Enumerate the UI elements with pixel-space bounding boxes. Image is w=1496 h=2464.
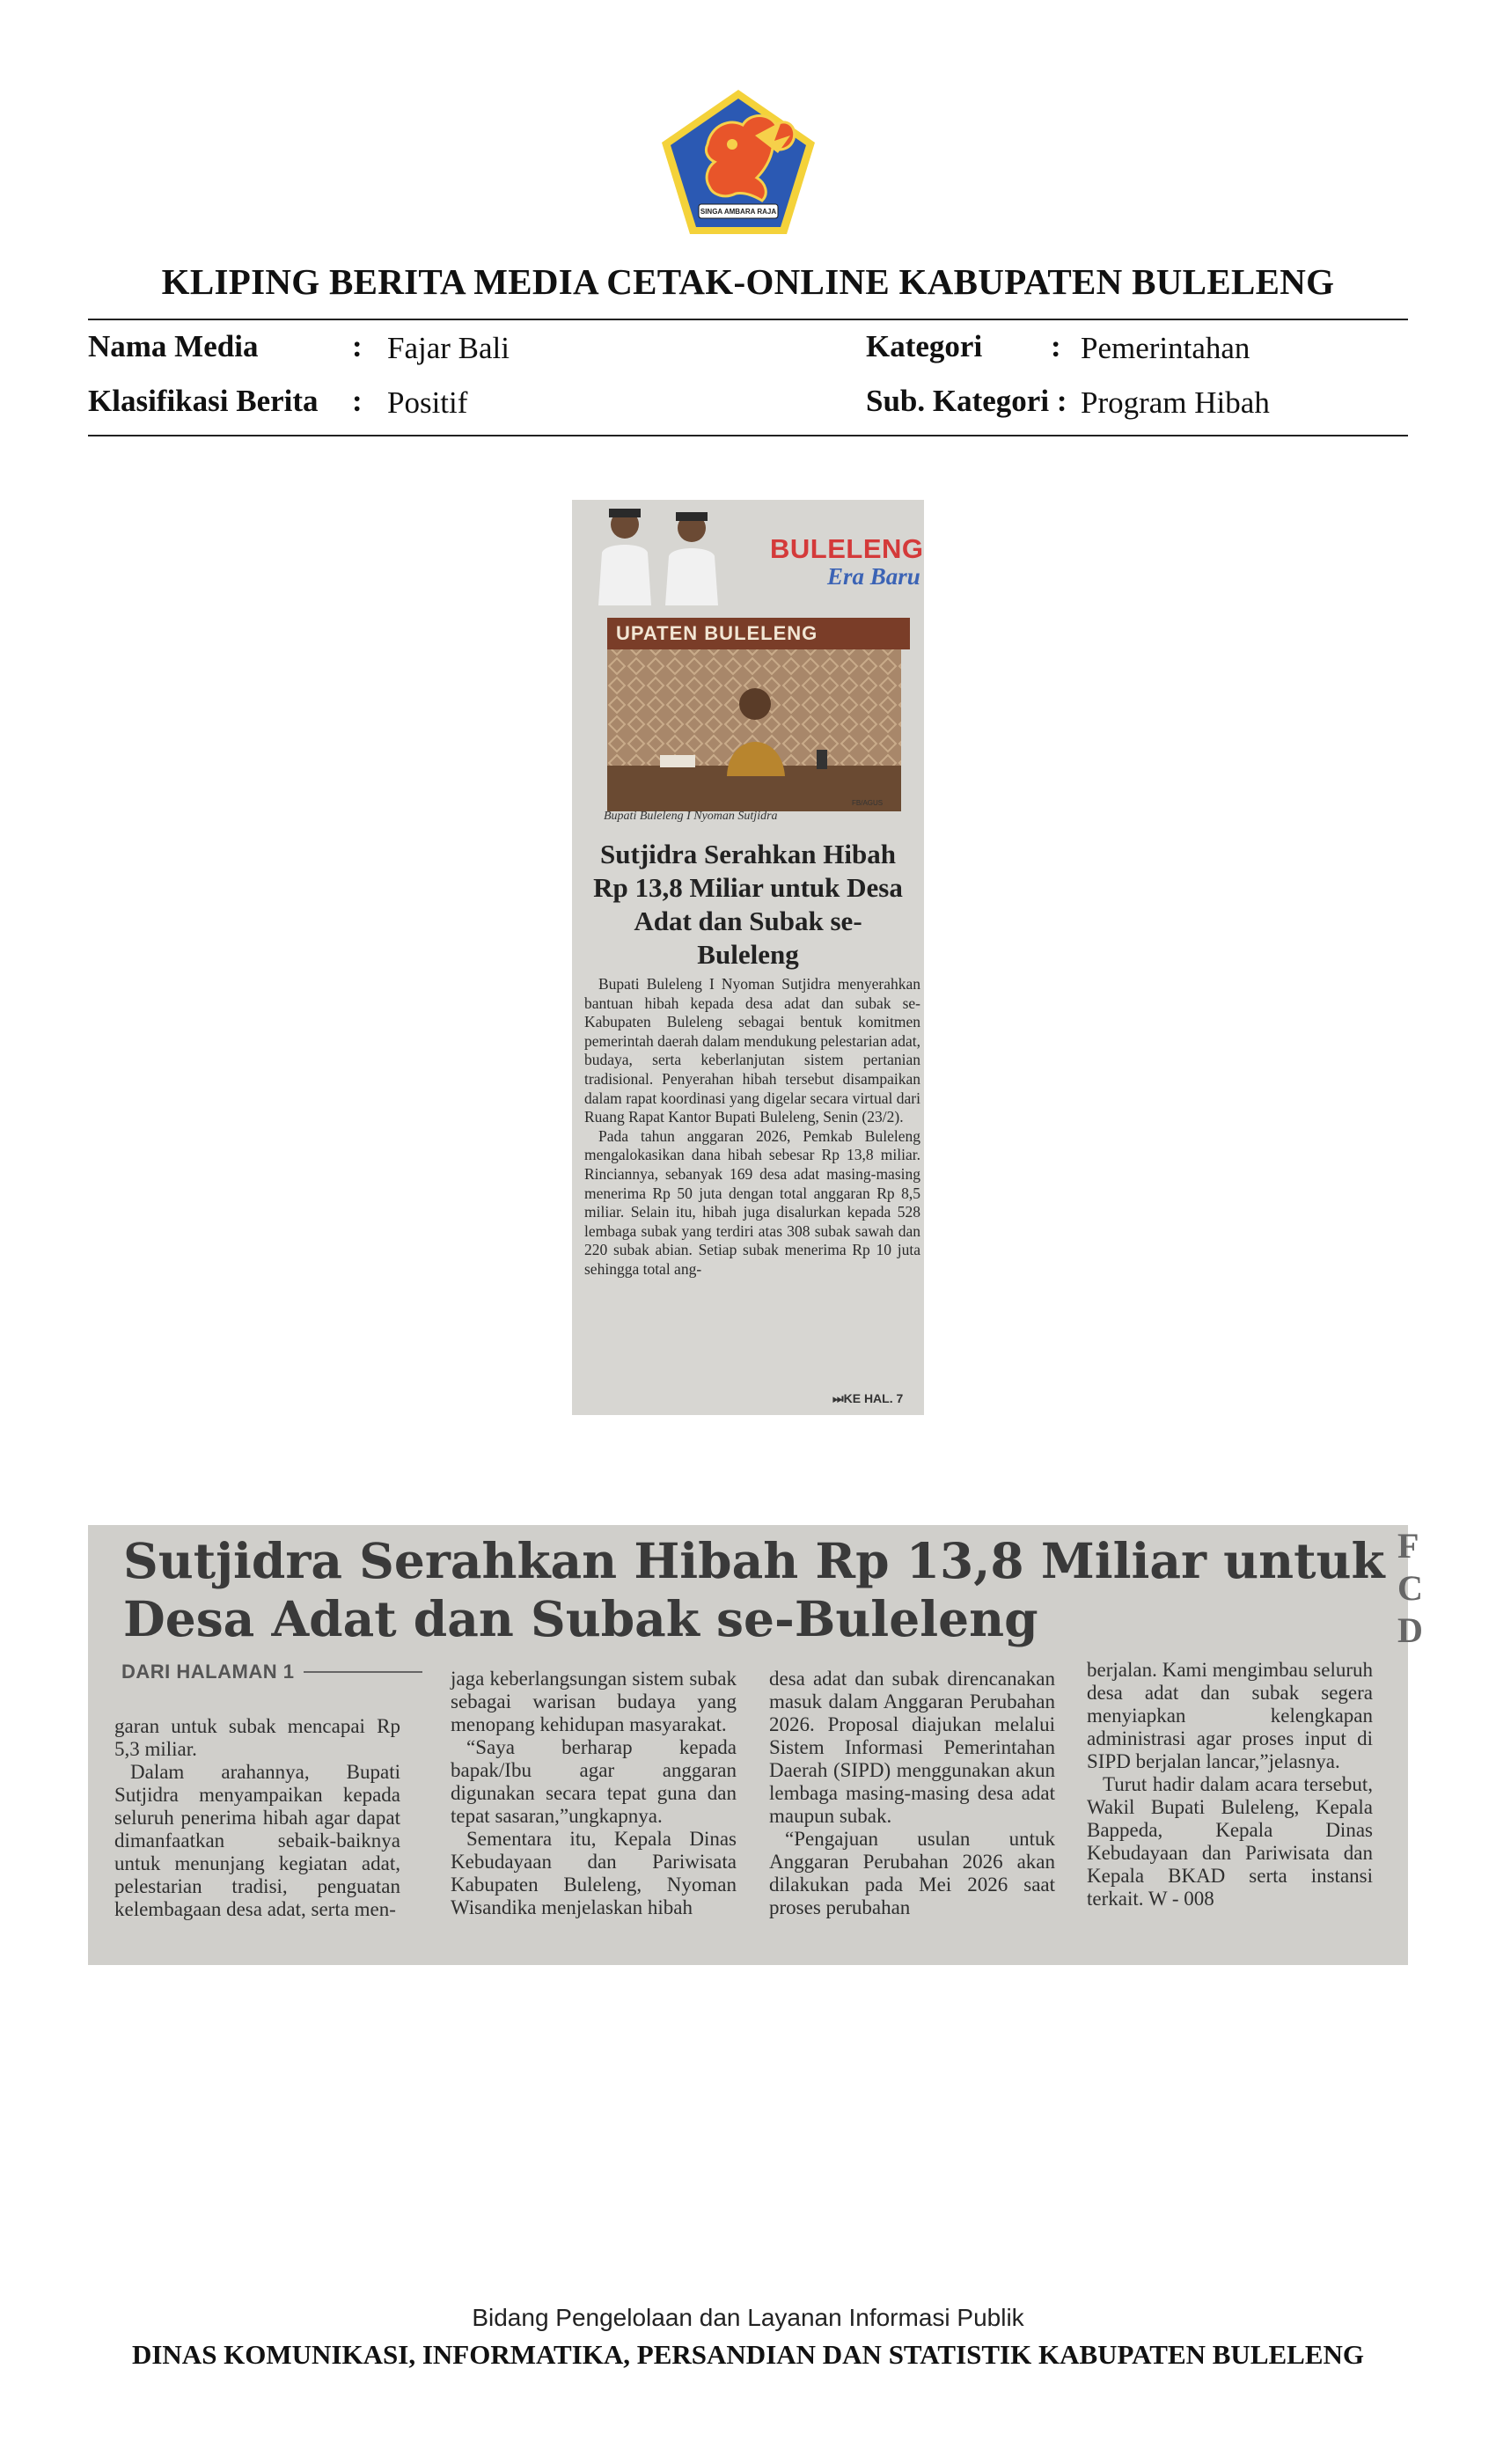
meeting-photo [607, 618, 901, 811]
from-page-divider [304, 1671, 422, 1673]
buleleng-crest-logo [658, 86, 818, 238]
news-clipping-front-page [572, 500, 924, 1415]
header-divider-top [88, 319, 1408, 320]
header-divider-bottom [88, 435, 1408, 436]
column-paragraph: berjalan. Kami mengimbau seluruh desa adat dan subak segera menyiapkan kelengkapan administrasi agar proses input di SIPD berjalan lancar,”jelasnya. [1087, 1659, 1373, 1772]
article-column-2 [451, 1668, 737, 1919]
nama-media-value: Fajar Bali [387, 331, 510, 365]
continuation-headline: Sutjidra Serahkan Hibah Rp 13,8 Miliar untuk Desa Adat dan Subak se-Buleleng [123, 1532, 1385, 1647]
from-page-label: DARI HALAMAN 1 [121, 1661, 295, 1683]
news-clipping-continuation [88, 1525, 1423, 1965]
article-paragraph: Bupati Buleleng I Nyoman Sutjidra menyerahkan bantuan hibah kepada desa adat dan subak se- Kabupaten Buleleng sebagai bentuk komitmen pemerintah daerah dalam mendukung pelestarian adat, budaya, serta keberlanjutan sistem pertanian tradisional. Penyerahan hibah tersebut disampaikan dalam rapat koordinasi yang digelar secara virtual dari Ruang Rapat Kantor Bupati Buleleng, Senin (23/2). [584, 975, 920, 1126]
klasifikasi-berita-label: Klasifikasi Berita [88, 384, 319, 418]
footer-department: Bidang Pengelolaan dan Layanan Informasi Publik [472, 2304, 1024, 2331]
article-column-3 [769, 1668, 1055, 1919]
officials-portrait-image [579, 500, 729, 605]
masthead-subtitle: Era Baru [827, 563, 920, 590]
kategori-label: Kategori [866, 329, 983, 363]
page-title: KLIPING BERITA MEDIA CETAK-ONLINE KABUPATEN BULELENG [161, 261, 1335, 302]
column-paragraph: “Saya berharap kepada bapak/Ibu agar anggaran digunakan secara tepat guna dan tepat sasaran,”ungkapnya. [451, 1736, 737, 1827]
nama-media-label: Nama Media [88, 329, 259, 363]
photo-credit: FB/AGUS [852, 799, 884, 807]
column-paragraph: Dalam arahannya, Bupati Sutjidra menyampaikan kepada seluruh penerima hibah agar dapat dimanfaatkan sebaik-baiknya untuk menunjang kegiatan adat, pelestarian tradisi, penguatan kelembagaan desa adat, serta men- [114, 1761, 400, 1920]
sub-kategori-value: Program Hibah [1081, 385, 1270, 420]
logo-ribbon-text: SINGA AMBARA RAJA [700, 208, 777, 216]
nama-media-separator: : [352, 329, 363, 363]
kategori-value: Pemerintahan [1081, 331, 1250, 365]
article-column-1 [114, 1715, 400, 1921]
sub-kategori-label: Sub. Kategori : [866, 384, 1067, 418]
column-paragraph: “Pengajuan usulan untuk Anggaran Perubahan 2026 akan dilakukan pada Mei 2026 saat proses perubahan [769, 1828, 1055, 1918]
klasifikasi-berita-value: Positif [387, 385, 468, 420]
article-body [584, 975, 920, 1280]
kategori-separator: : [1051, 329, 1061, 363]
column-paragraph: desa adat dan subak direncanakan masuk dalam Anggaran Perubahan 2026. Proposal diajukan melalui Sistem Informasi Pemerintahan Daerah (SIPD) menggunakan akun lembaga masing-masing desa adat maupun subak. [769, 1668, 1055, 1827]
column-paragraph: garan untuk subak mencapai Rp 5,3 miliar. [114, 1715, 400, 1760]
article-paragraph: Pada tahun anggaran 2026, Pemkab Buleleng mengalokasikan dana hibah sebesar Rp 13,8 miliar. Rinciannya, sebanyak 169 desa adat masing-masing menerima Rp 50 juta dengan total anggaran Rp 8,5 miliar. Selain itu, hibah juga disalurkan kepada 528 lembaga subak yang terdiri atas 308 subak sawah dan 220 subak abian. Setiap subak menerima Rp 10 juta sehingga total ang- [584, 1126, 920, 1278]
column-paragraph: Turut hadir dalam acara tersebut, Wakil Bupati Buleleng, Kepala Bappeda, Kepala Dinas Kebudayaan dan Pariwisata dan Kepala BKAD serta instansi terkait. W - 008 [1087, 1773, 1373, 1910]
column-paragraph: Sementara itu, Kepala Dinas Kebudayaan dan Pariwisata Kabupaten Buleleng, Nyoman Wisandika menjelaskan hibah [451, 1828, 737, 1918]
masthead-title: BULELENG [770, 533, 924, 564]
photo-caption: Bupati Buleleng I Nyoman Sutjidra [604, 810, 778, 823]
article-headline: Sutjidra Serahkan Hibah Rp 13,8 Miliar untuk Desa Adat dan Subak se-Buleleng [593, 839, 903, 970]
photo-banner-text: UPATEN BULELENG [607, 618, 910, 649]
article-column-4 [1087, 1659, 1373, 1910]
continued-marker: ⏭KE HAL. 7 [832, 1391, 904, 1405]
klasifikasi-separator: : [352, 384, 363, 418]
column-paragraph: jaga keberlangsungan sistem subak sebagai warisan budaya yang menopang kehidupan masyarakat. [451, 1668, 737, 1735]
cropped-neighbor-text: F C D [1397, 1526, 1423, 1650]
footer-agency: DINAS KOMUNIKASI, INFORMATIKA, PERSANDIAN DAN STATISTIK KABUPATEN BULELENG [131, 2339, 1365, 2370]
